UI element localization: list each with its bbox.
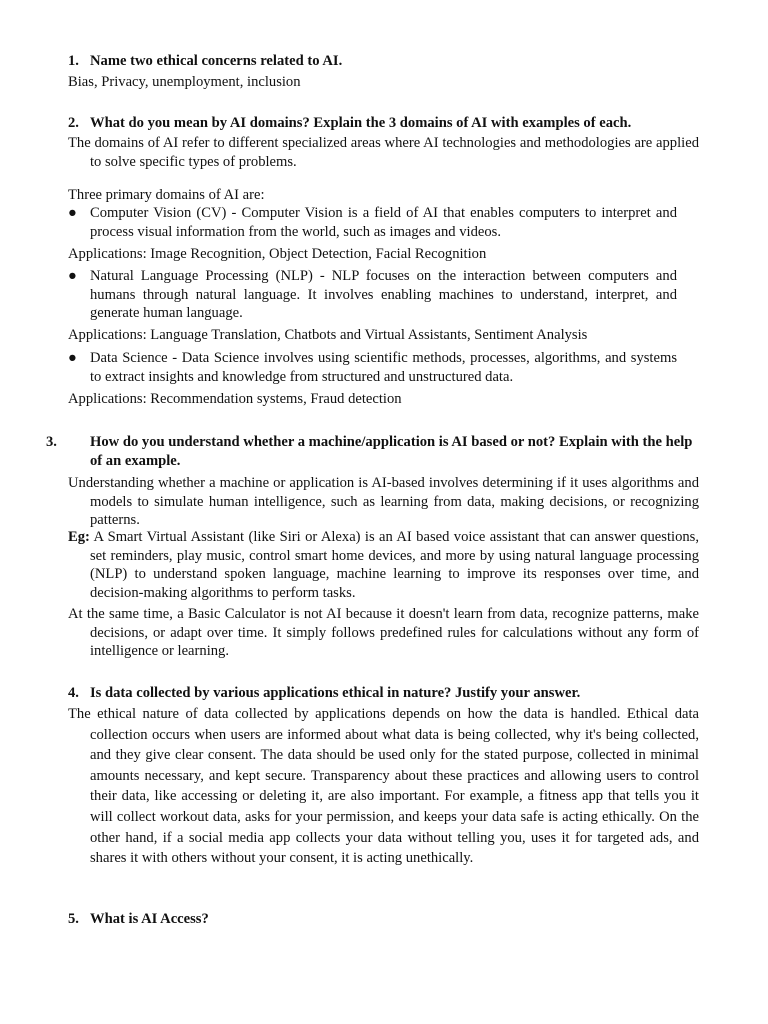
domain-applications-ds: Applications: Recommendation systems, Fraud detection: [68, 391, 402, 407]
domain-bullet-cv: [68, 204, 677, 241]
domain-text: Data Science - Data Science involves using scientific methods, processes, algorithms, and systems to extract insights and knowledge from structured and unstructured data.: [90, 350, 677, 385]
question-number: 5.: [68, 911, 79, 927]
question-4: [68, 684, 680, 703]
domain-applications-cv: Applications: Image Recognition, Object Detection, Facial Recognition: [68, 246, 487, 262]
question-1: [68, 52, 680, 71]
question-text: What do you mean by AI domains? Explain the 3 domains of AI with examples of each.: [90, 115, 632, 131]
domain-bullet-nlp: [68, 267, 677, 323]
question-number: 1.: [68, 53, 79, 69]
example-text: A Smart Virtual Assistant (like Siri or Alexa) is an AI based voice assistant that can answer questions, set reminders, play music, control smart home devices, and more by using natural language processing (NLP) to understand spoken language, machine learning to improve its responses over time, and decision-making algorithms to perform tasks.: [89, 529, 699, 601]
answer-4: The ethical nature of data collected by applications depends on how the data is handled. Ethical data collection occurs when users are informed about what data is being collected, why it's being collected, and they give clear consent. The data should be used only for the stated purpose, collected in minimal amounts necessary, and kept secure. Transparency about these practices and allowing users to control their data, like accessing or deleting it, are also important. For example, a fitness app that tells you it will collect workout data, asks for your permission, and keeps your data safe is acting ethically. On the other hand, if a social media app collects your data without telling you, uses it for targeted ads, and shares it with others without your consent, it is acting unethically.: [68, 706, 699, 867]
bullet-glyph: ●: [68, 350, 77, 366]
question-number: 4.: [68, 685, 79, 701]
question-number: 3.: [46, 434, 57, 450]
domain-text: Natural Language Processing (NLP) - NLP focuses on the interaction between computers and humans through natural language. It involves enabling machines to understand, interpret, and generate human language.: [90, 268, 677, 321]
answer-3-intro: Understanding whether a machine or application is AI-based involves determining if it uses algorithms and models to simulate human intelligence, such as learning from data, making decisions, or recognizing patterns.: [68, 475, 699, 528]
question-text: What is AI Access?: [90, 911, 209, 927]
question-5: [68, 910, 680, 929]
domains-intro: Three primary domains of AI are:: [68, 187, 265, 203]
example-label: Eg:: [68, 529, 90, 545]
question-number: 2.: [68, 115, 79, 131]
bullet-glyph: ●: [68, 268, 77, 284]
question-text: How do you understand whether a machine/application is AI based or not? Explain with the help of an example.: [90, 434, 693, 469]
domain-text: Computer Vision (CV) - Computer Vision is a field of AI that enables computers to interpret and process visual information from the world, such as images and videos.: [90, 205, 677, 240]
domain-applications-nlp: Applications: Language Translation, Chatbots and Virtual Assistants, Sentiment Analysis: [68, 327, 588, 343]
bullet-glyph: ●: [68, 205, 77, 221]
question-text: Name two ethical concerns related to AI.: [90, 53, 343, 69]
answer-2-intro: The domains of AI refer to different specialized areas where AI technologies and methodologies are applied to solve specific types of problems.: [68, 135, 699, 170]
answer-1: Bias, Privacy, unemployment, inclusion: [68, 74, 301, 90]
answer-3-contrast: At the same time, a Basic Calculator is not AI because it doesn't learn from data, recognize patterns, make decisions, or adapt over time. It simply follows predefined rules for calculations without any form of intelligence or learning.: [68, 606, 699, 659]
question-text: Is data collected by various applications ethical in nature? Justify your answer.: [90, 685, 581, 701]
question-3: [46, 433, 702, 471]
answer-3-example: [68, 528, 699, 602]
domain-bullet-ds: [68, 349, 677, 386]
question-2: [68, 114, 680, 133]
